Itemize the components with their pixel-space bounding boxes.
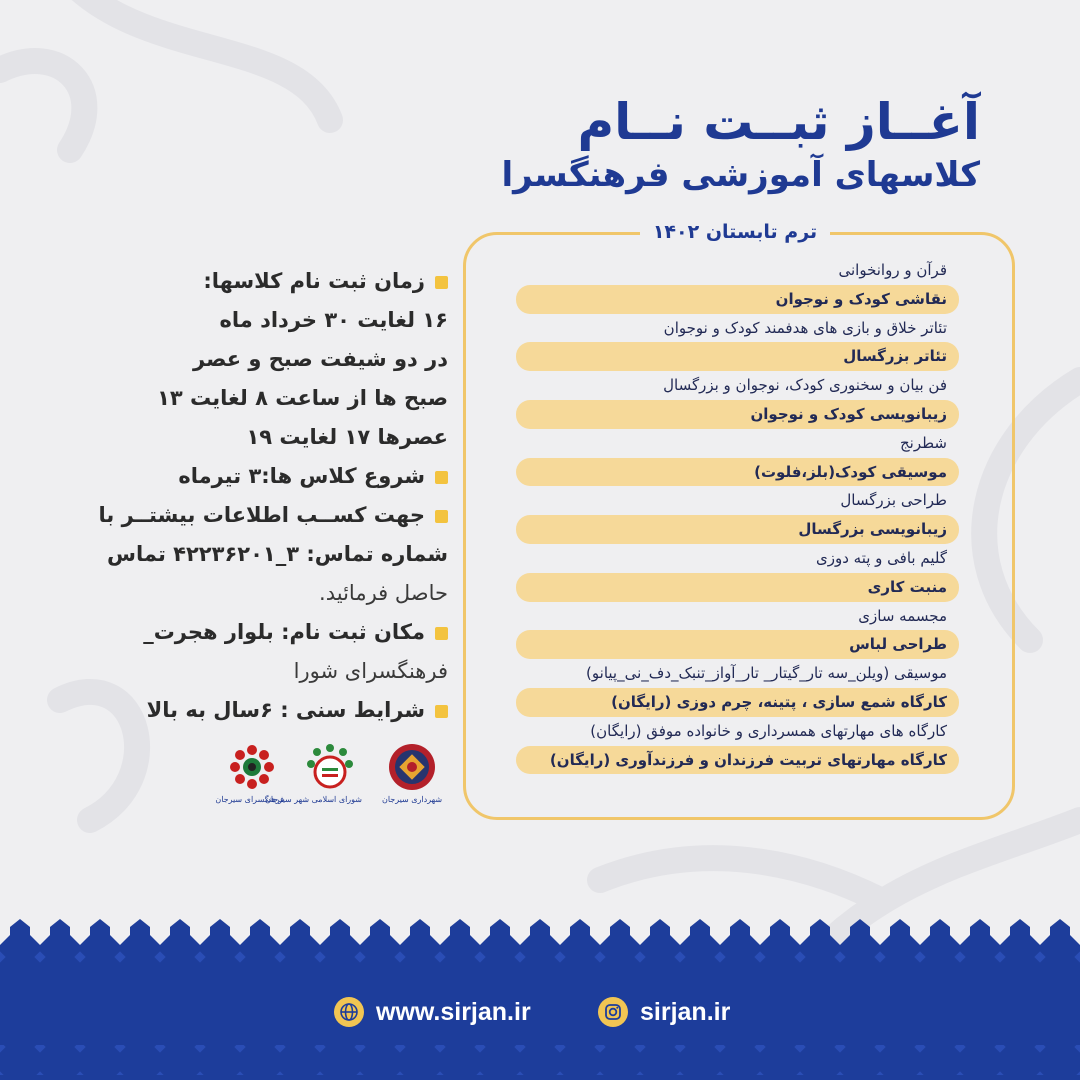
class-item: گلیم بافی و پته دوزی xyxy=(815,548,947,567)
info-place-name: فرهنگسرای شورا xyxy=(293,659,448,683)
info-label: زمان ثبت نام کلاسها: xyxy=(203,269,425,293)
globe-icon xyxy=(334,997,364,1027)
class-item: موسیقی (ویلن_سه تار_گیتار_ تار_آواز_تنبک_دف_نی_پیانو) xyxy=(586,664,947,683)
info-age xyxy=(92,691,448,730)
class-item: منبت کاری xyxy=(516,573,959,602)
municipality-caption: شهرداری سیرجان xyxy=(381,795,443,804)
bullet-icon xyxy=(435,471,448,484)
info-place xyxy=(92,613,448,652)
class-item: طراحی لباس xyxy=(516,630,959,659)
class-item: تئاتر خلاق و بازی های هدفمند کودک و نوجوان xyxy=(663,318,947,337)
instagram-text: sirjan.ir xyxy=(640,997,731,1026)
website-link[interactable] xyxy=(334,995,531,1029)
culture-house-emblem-icon xyxy=(227,742,277,792)
title-sub: کلاسهای آموزشی فرهنگسرا xyxy=(501,155,980,195)
info-label: شروع کلاس ها:۳ تیرماه xyxy=(178,464,425,488)
culture-house-logo xyxy=(215,742,284,826)
footer-band xyxy=(0,915,1080,1080)
bullet-icon xyxy=(435,627,448,640)
info-more xyxy=(92,496,448,535)
term-label: ترم تابستان ۱۴۰۲ xyxy=(640,218,830,246)
city-council-caption: شورای اسلامی شهر سیرجان xyxy=(264,795,362,804)
class-item: تئاتر بزرگسال xyxy=(516,342,959,371)
city-council-logo xyxy=(264,742,362,826)
culture-house-caption: فرهنگسرای سیرجان xyxy=(215,795,284,804)
class-list xyxy=(516,256,959,774)
info-dates: ۱۶ لغایت ۳۰ خرداد ماه xyxy=(219,308,448,332)
info-registration-time xyxy=(92,262,448,301)
info-label: شرایط سنی : ۶سال به بالا xyxy=(146,698,425,722)
class-item: کارگاه مهارتهای تربیت فرزندان و فرزندآوری (رایگان) xyxy=(516,746,959,775)
instagram-icon xyxy=(598,997,628,1027)
class-item: طراحی بزرگسال xyxy=(840,491,947,510)
class-item: زیبانویسی بزرگسال xyxy=(516,515,959,544)
info-shifts: در دو شیفت صبح و عصر xyxy=(193,347,448,371)
bullet-icon xyxy=(435,276,448,289)
class-item: کارگاه های مهارتهای همسرداری و خانواده موفق (رایگان) xyxy=(590,721,947,740)
class-item: موسیقی کودک(بلز،فلوت) xyxy=(516,458,959,487)
council-emblem-icon xyxy=(305,742,355,792)
class-item: قرآن و روانخوانی xyxy=(838,261,947,279)
title-main: آغــاز ثبــت نــام xyxy=(577,93,980,151)
info-start xyxy=(92,457,448,496)
class-item: فن بیان و سخنوری کودک، نوجوان و بزرگسال xyxy=(663,376,947,395)
info-contact-end: حاصل فرمائید. xyxy=(319,581,448,605)
header-title xyxy=(460,92,980,198)
bullet-icon xyxy=(435,510,448,523)
info-evening: عصرها ۱۷ لغایت ۱۹ xyxy=(246,425,448,449)
info-phone: شماره تماس: ۳_۴۲۲۳۶۲۰۱ تماس xyxy=(107,542,448,566)
class-item: شطرنج xyxy=(899,433,947,452)
website-text: www.sirjan.ir xyxy=(376,997,531,1026)
footer-pattern xyxy=(0,915,1080,1080)
logo-row xyxy=(215,742,452,832)
info-morning: صبح ها از ساعت ۸ لغایت ۱۳ xyxy=(157,386,448,410)
registration-info xyxy=(92,262,448,730)
info-label: مکان ثبت نام: بلوار هجرت_ xyxy=(143,620,425,644)
municipality-logo xyxy=(380,742,444,826)
class-item: کارگاه شمع سازی ، پتینه، چرم دوزی (رایگان) xyxy=(516,688,959,717)
info-label: جهت کســب اطلاعات بیشتــر با xyxy=(98,503,425,527)
class-item: زیبانویسی کودک و نوجوان xyxy=(516,400,959,429)
municipality-emblem-icon xyxy=(387,742,437,792)
class-item: مجسمه سازی xyxy=(858,606,947,625)
instagram-link[interactable] xyxy=(598,995,730,1029)
class-item: نقاشی کودک و نوجوان xyxy=(516,285,959,314)
bullet-icon xyxy=(435,705,448,718)
